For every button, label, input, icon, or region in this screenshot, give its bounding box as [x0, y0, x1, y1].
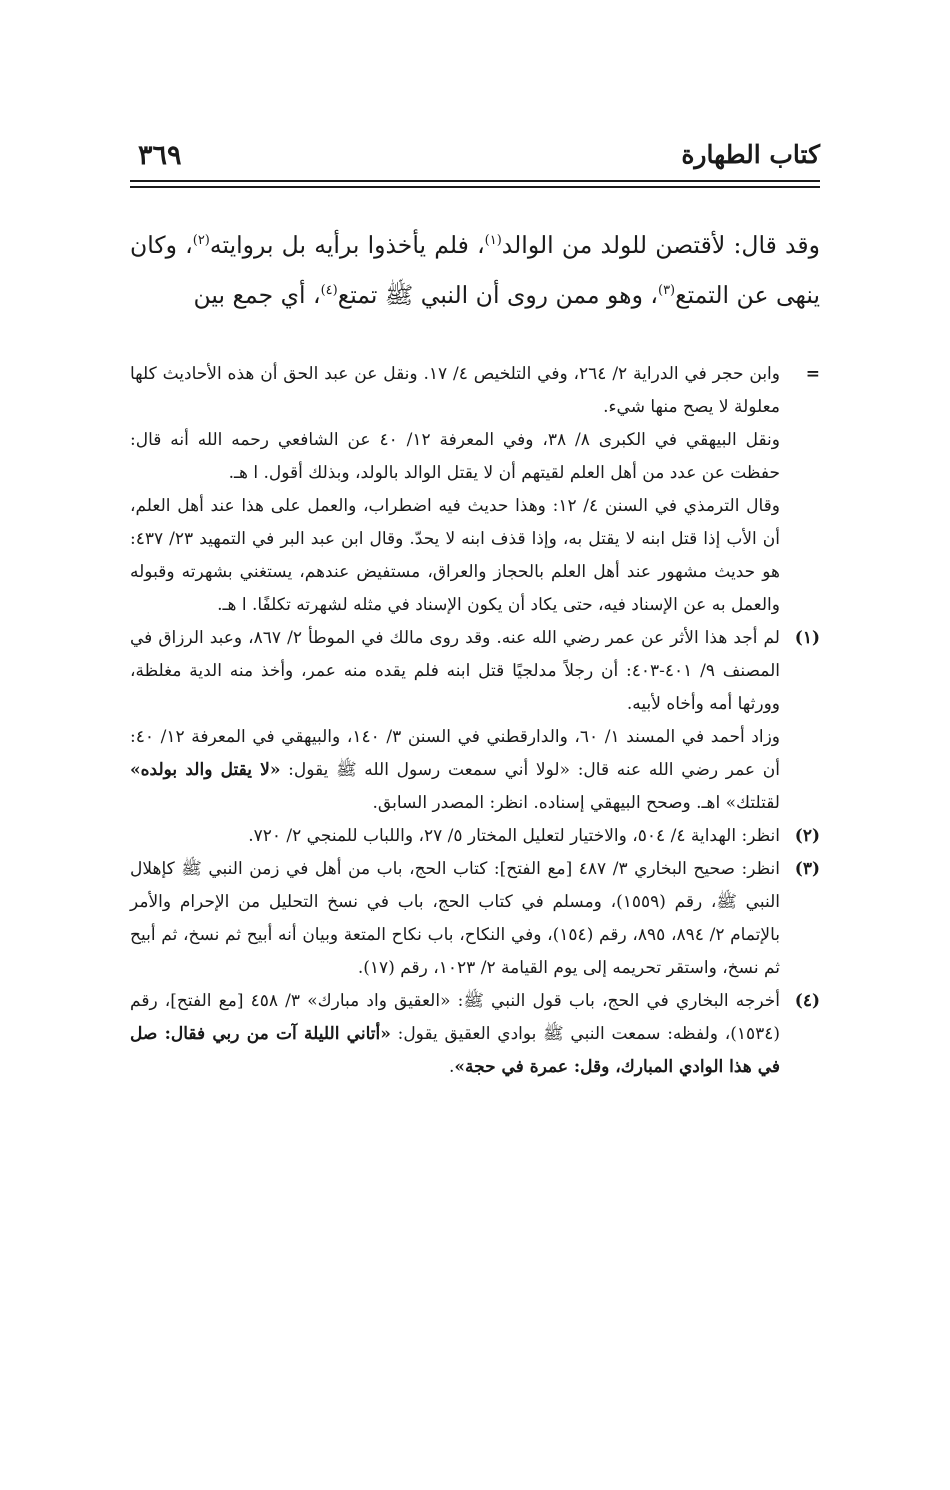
page-header: [130, 140, 820, 176]
footnote-ref-1: (١): [484, 233, 502, 249]
footnote-marker: (٤): [794, 991, 820, 1011]
footnote-4: [130, 985, 820, 1084]
footnote-marker: (٢): [794, 826, 820, 846]
footnote-marker: (١): [794, 628, 820, 648]
hadith-quote: «لا يقتل والد بولده»: [130, 760, 281, 780]
footnote-paragraph: وابن حجر في الدراية ٢/ ٢٦٤، وفي التلخيص ٤/ ١٧. ونقل عن عبد الحق أن هذه الأحاديث كلها معلولة لا يصح منها شيء.: [130, 364, 780, 417]
footnote-ref-3: (٣): [657, 283, 676, 299]
footnote-paragraph: لم أجد هذا الأثر عن عمر رضي الله عنه. وقد روى مالك في الموطأ ٢/ ٨٦٧، وعبد الرزاق في المصنف ٩/ ٤٠١-٤٠٣: أن رجلاً مدلجيًا قتل ابنه فلم يقده منه عمر، وأخذ منه الدية مغلظة، وورثها أمه وأخاه لأبيه.: [130, 628, 780, 714]
footnote-ref-4: (٤): [320, 283, 338, 299]
footnote-paragraph: أخرجه البخاري في الحج، باب قول النبي ﷺ: «العقيق واد مبارك» ٣/ ٤٥٨ [مع الفتح]، رقم (١٥٣٤)، ولفظه: سمعت النبي ﷺ بوادي العقيق يقول: «أتاني الليلة آت من ربي فقال: صل في هذا الوادي المبارك، وقل: عمرة في حجة».: [130, 991, 781, 1077]
hadith-quote: «أتاني الليلة آت من ربي فقال: صل في هذا الوادي المبارك، وقل: عمرة في حجة»: [130, 1024, 780, 1077]
footnote-paragraph: انظر: صحيح البخاري ٣/ ٤٨٧ [مع الفتح]: كتاب الحج، باب من أهل في زمن النبي ﷺ كإهلال النبي ﷺ، رقم (١٥٥٩)، ومسلم في كتاب الحج، باب في نسخ التحليل من الإحرام والأمر بالإتمام ٢/ ٨٩٤، ٨٩٥، رقم (١٥٤)، وفي النكاح، باب نكاح المتعة وبيان أنه أبيح ثم نسخ، ثم أبيح ثم نسخ، واستقر تحريمه إلى يوم القيامة ٢/ ١٠٢٣، رقم (١٧).: [130, 859, 781, 978]
footnote-paragraph: وزاد أحمد في المسند ١/ ٦٠، والدارقطني في السنن ٣/ ١٤٠، والبيهقي في المعرفة ١٢/ ٤٠: أن عمر رضي الله عنه قال: «لولا أني سمعت رسول الله ﷺ يقول: «لا يقتل والد بولده» لقتلتك» اهـ. وصحح البيهقي إسناده. انظر: المصدر السابق.: [130, 727, 781, 813]
main-text: [130, 220, 820, 320]
page-number: ٣٦٩: [138, 140, 182, 171]
running-title: كتاب الطهارة: [681, 140, 820, 169]
continuation-marker: =: [805, 364, 820, 384]
footnote-2: [130, 820, 820, 853]
footnote-1: [130, 622, 820, 820]
footnotes-section: [130, 358, 820, 1084]
footnote-ref-2: (٢): [192, 233, 210, 249]
header-rule-bottom: [130, 186, 820, 188]
main-paragraph: وقد قال: لأقتصن للولد من الوالد$^{(١)}$، فلم يأخذوا برأيه بل بروايته$^{(٢)}$، وكان ينهى عن التمتع$^{(٣)}$، وهو ممن روى أن النبي ﷺ تمتع$^{(٤)}$، أي جمع بين: [130, 231, 820, 309]
footnote-marker: (٣): [794, 859, 820, 879]
footnote-paragraph: وقال الترمذي في السنن ٤/ ١٢: وهذا حديث فيه اضطراب، والعمل على هذا عند أهل العلم، أن الأب إذا قتل ابنه لا يقتل به، وإذا قذف ابنه لا يحدّ. وقال ابن عبد البر في التمهيد ٢٣/ ٤٣٧: هو حديث مشهور عند أهل العلم بالحجاز والعراق، مستفيض عندهم، يستغني بشهرته وقبوله والعمل به عن الإسناد فيه، حتى يكاد أن يكون الإسناد في مثله لشهرته تكلفًا. ا هـ.: [130, 496, 780, 615]
footnote-paragraph: ونقل البيهقي في الكبرى ٨/ ٣٨، وفي المعرفة ١٢/ ٤٠ عن الشافعي رحمه الله أنه قال: حفظت عن عدد من أهل العلم لقيتهم أن لا يقتل الوالد بالولد، وبذلك أقول. ا هـ.: [130, 430, 780, 483]
footnote-paragraph: انظر: الهداية ٤/ ٥٠٤، والاختيار لتعليل المختار ٥/ ٢٧، واللباب للمنجي ٢/ ٧٢٠.: [248, 826, 780, 846]
header-rule-top: [130, 180, 820, 182]
footnote-3: [130, 853, 820, 985]
footnote-continued: [130, 358, 820, 622]
